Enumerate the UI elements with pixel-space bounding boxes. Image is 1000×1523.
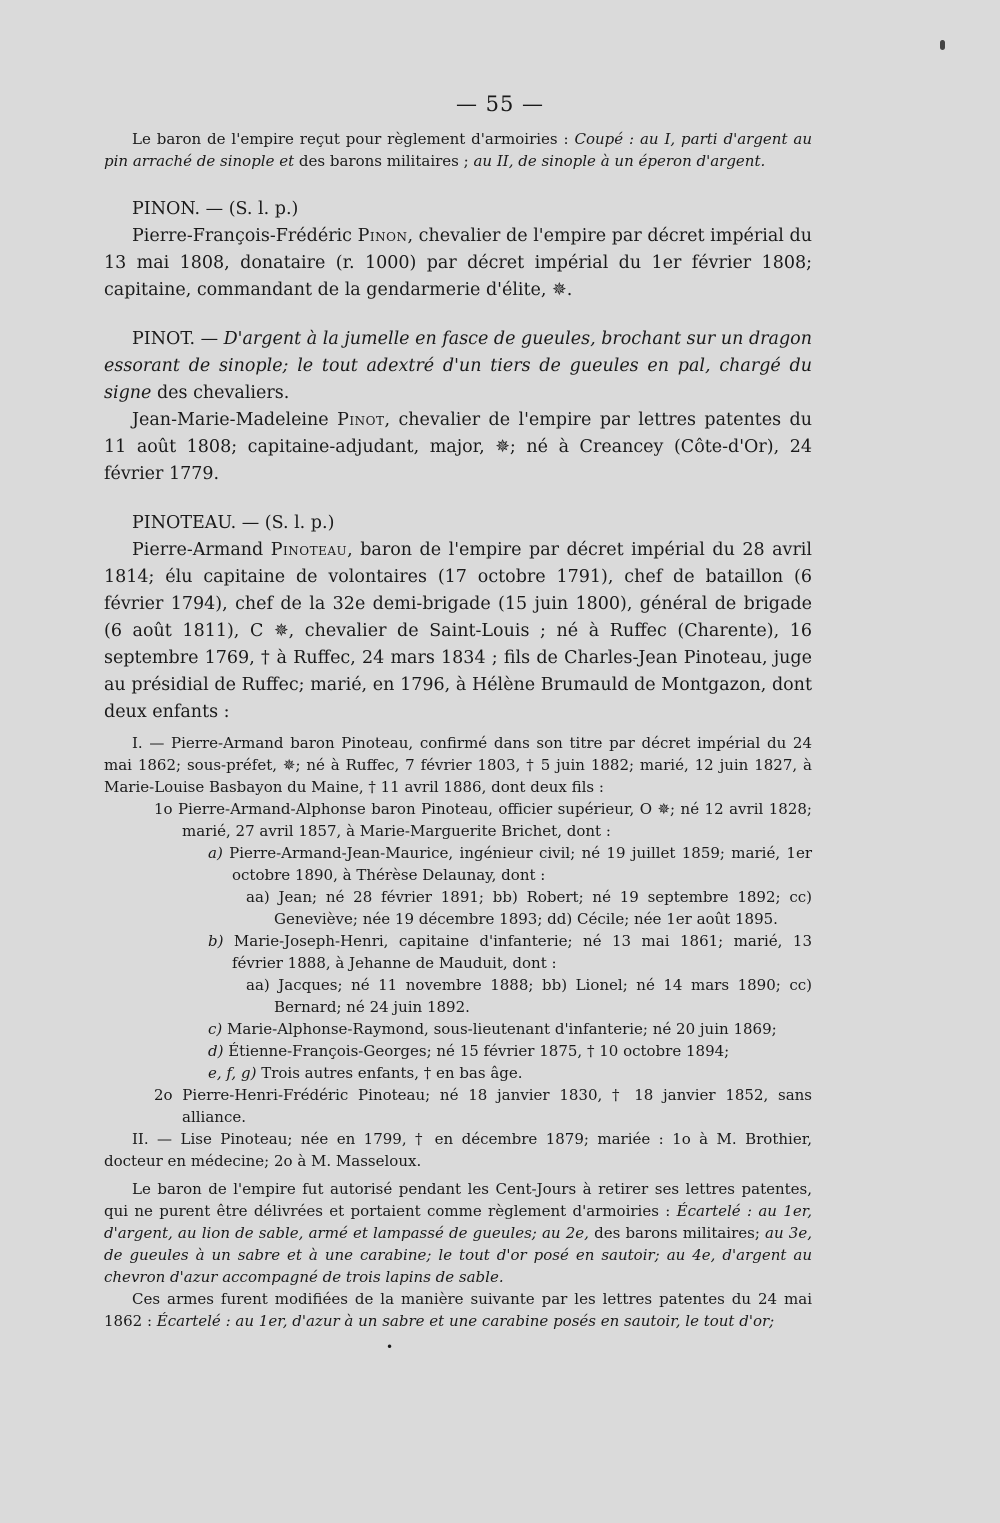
- pinon-heading: PINON. — (S. l. p.): [132, 199, 299, 219]
- text-b: Marie-Joseph-Henri, capitaine d'infanterie; né 13 mai 1861; marié, 13 février 1888, à Jehanne de Mauduit, dont :: [223, 932, 812, 972]
- pinot-blazon: D'argent à la jumelle en fasce de gueules, brochant sur un dragon essorant de sinople; le tout adextré d'un tiers de gueules en pal, chargé du signe: [104, 329, 812, 403]
- label-c: c): [208, 1020, 223, 1038]
- pinon-text: Pierre-François-Frédéric: [132, 226, 358, 246]
- pinot-text: Jean-Marie-Madeleine: [132, 410, 338, 430]
- pinot-text-2: , chevalier de l'empire par lettres patentes du 11 août 1808; capitaine-adjudant, major, ✵; né à Creancey (Côte-d'Or), 24 février 1779.: [104, 410, 812, 484]
- text-d: Étienne-François-Georges; né 15 février 1875, † 10 octobre 1894;: [223, 1042, 730, 1060]
- text-a: Pierre-Armand-Jean-Maurice, ingénieur civil; né 19 juillet 1859; marié, 1er octobre 1890, à Thérèse Delaunay, dont :: [222, 844, 812, 884]
- genealogy-b-children: aa) Jacques; né 11 novembre 1888; bb) Lionel; né 14 mars 1890; cc) Bernard; né 24 juin 1892.: [246, 976, 812, 1016]
- label-d: d): [208, 1042, 224, 1060]
- pinoteau-heading: PINOTEAU. — (S. l. p.): [132, 513, 335, 533]
- closing-italic: Écartelé : au 1er, d'argent, au lion de sable, armé et lampassé de gueules; au 2e,: [104, 1202, 812, 1242]
- pinon-text-2: , chevalier de l'empire par décret impérial du 13 mai 1808, donataire (r. 1000) par décret impérial du 1er février 1808; capitaine, commandant de la gendarmerie d'élite, ✵.: [104, 226, 812, 300]
- genealogy-d: [104, 1040, 812, 1062]
- genealogy-I: I. — Pierre-Armand baron Pinoteau, confirmé dans son titre par décret impérial du 24 mai 1862; sous-préfet, ✵; né à Ruffec, 7 février 1803, † 5 juin 1882; marié, 12 juin 1827, à Marie-Louise Basbayon du Maine, † 11 avril 1886, dont deux fils :: [104, 734, 812, 796]
- pinot-heading: [104, 326, 812, 407]
- scan-speck: [940, 40, 945, 50]
- page-number: — 55 —: [455, 92, 545, 116]
- pinot-name: Pinot: [337, 410, 385, 430]
- intro-italic: Coupé : au I, parti d'argent au pin arraché de sinople et: [104, 130, 812, 170]
- pinot-blazon-end: des chevaliers.: [151, 383, 290, 403]
- label-efg: e, f, g): [208, 1064, 257, 1082]
- closing-text-2: des barons militaires;: [588, 1224, 766, 1242]
- genealogy-b: [104, 930, 812, 974]
- pinon-paragraph: [104, 223, 812, 304]
- pinot-paragraph: [104, 407, 812, 488]
- label-b: b): [208, 932, 224, 950]
- closing-italic-3: Écartelé : au 1er, d'azur à un sabre et une carabine posés en sautoir, le tout d'or;: [156, 1312, 775, 1330]
- pinoteau-name: Pinoteau: [270, 540, 348, 560]
- genealogy-son-1: 1o Pierre-Armand-Alphonse baron Pinoteau, officier supérieur, O ✵; né 12 avril 1828; marié, 27 avril 1857, à Marie-Marguerite Brichet, dont :: [154, 800, 812, 840]
- closing-paragraph-1: [104, 1178, 812, 1288]
- pinoteau-paragraph: [104, 537, 812, 726]
- label-a: a): [208, 844, 223, 862]
- genealogy-a-children: aa) Jean; né 28 février 1891; bb) Robert; né 19 septembre 1892; cc) Geneviève; née 19 décembre 1893; dd) Cécile; née 1er août 1895.: [246, 888, 812, 928]
- genealogy-II: II. — Lise Pinoteau; née en 1799, † en décembre 1879; mariée : 1o à M. Brothier, docteur en médecine; 2o à M. Masseloux.: [104, 1130, 812, 1170]
- closing-paragraph-2: [104, 1288, 812, 1332]
- intro-text-2: des barons militaires ;: [294, 152, 474, 170]
- page-body: [104, 128, 812, 1332]
- genealogy-son-2: 2o Pierre-Henri-Frédéric Pinoteau; né 18 janvier 1830, † 18 janvier 1852, sans alliance.: [154, 1086, 812, 1126]
- footer-mark: •: [386, 1340, 394, 1354]
- genealogy-a: [104, 842, 812, 886]
- text-c: Marie-Alphonse-Raymond, sous-lieutenant d'infanterie; né 20 juin 1869;: [222, 1020, 777, 1038]
- pinon-name: Pinon: [357, 226, 408, 246]
- pinoteau-text: Pierre-Armand: [132, 540, 271, 560]
- pinot-title: PINOT. —: [132, 329, 224, 349]
- text-efg: Trois autres enfants, † en bas âge.: [256, 1064, 523, 1082]
- closing-text: Le baron de l'empire fut autorisé pendant les Cent-Jours à retirer ses lettres patentes, qui ne purent être délivrées et portaient comme règlement d'armoiries :: [104, 1180, 812, 1220]
- genealogy-efg: [104, 1062, 812, 1084]
- intro-italic-2: au II, de sinople à un éperon d'argent.: [473, 152, 766, 170]
- intro-paragraph: [104, 128, 812, 172]
- genealogy-c: [104, 1018, 812, 1040]
- pinoteau-text-2: , baron de l'empire par décret impérial du 28 avril 1814; élu capitaine de volontaires (17 octobre 1791), chef de bataillon (6 février 1794), chef de la 32e demi-brigade (15 juin 1800), général de brigade (6 août 1811), C ✵, chevalier de Saint-Louis ; né à Ruffec (Charente), 16 septembre 1769, † à Ruffec, 24 mars 1834 ; fils de Charles-Jean Pinoteau, juge au présidial de Ruffec; marié, en 1796, à Hélène Brumauld de Montgazon, dont deux enfants :: [104, 540, 813, 722]
- closing-text-3: Ces armes furent modifiées de la manière suivante par les lettres patentes du 24 mai 1862 :: [104, 1290, 812, 1330]
- closing-italic-2: au 3e, de gueules à un sabre et à une carabine; le tout d'or posé en sautoir; au 4e, d'argent au chevron d'azur accompagné de trois lapins de sable.: [104, 1224, 812, 1286]
- intro-text: Le baron de l'empire reçut pour règlement d'armoiries :: [132, 130, 575, 148]
